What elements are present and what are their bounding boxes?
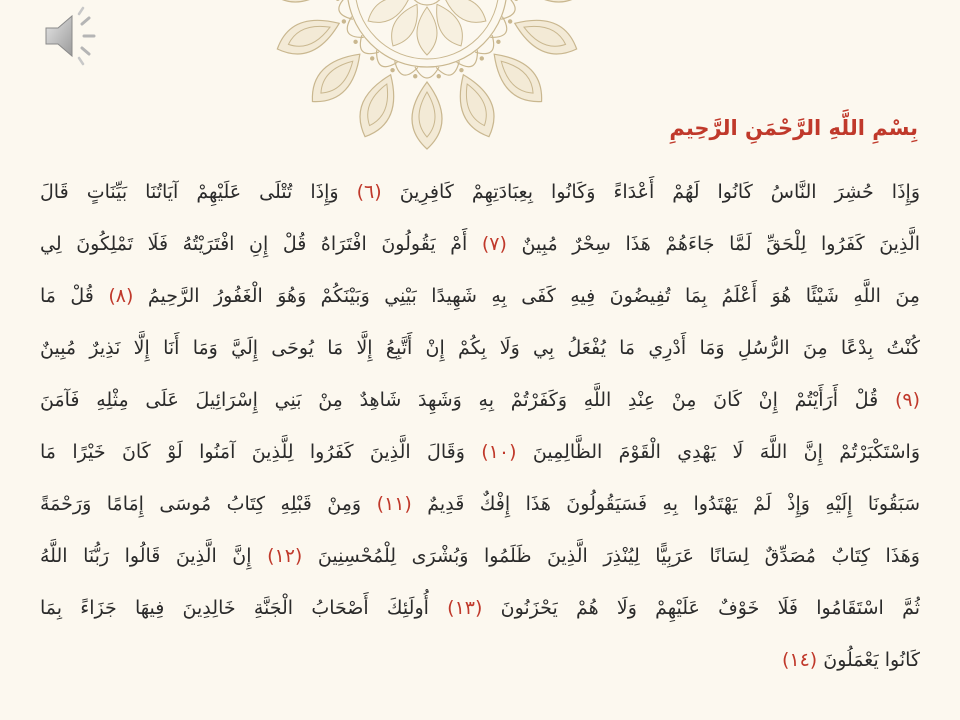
verse-line [40, 374, 920, 426]
verse-line [40, 270, 920, 322]
verse-text: كَانُوا يَعْمَلُونَ [817, 649, 920, 671]
verse-number: (١٠) [481, 441, 517, 463]
verse-line [40, 478, 920, 530]
verse-text: وَاسْتَكْبَرْتُمْ إِنَّ اللَّهَ لَا يَهْدِي الْقَوْمَ الظَّالِمِينَ [516, 441, 920, 463]
speaker-icon[interactable] [38, 4, 110, 68]
verse-number: (١٤) [781, 649, 818, 671]
verse-text: الَّذِينَ كَفَرُوا لِلْحَقِّ لَمَّا جَاءَهُمْ هَذَا سِحْرٌ مُبِينٌ [506, 233, 920, 255]
verse-line [40, 582, 920, 634]
verse-text: وَمِنْ قَبْلِهِ كِتَابُ مُوسَى إِمَامًا وَرَحْمَةً [40, 493, 377, 515]
verse-number: (٩) [894, 389, 920, 411]
verse-text: وَإِذَا تُتْلَى عَلَيْهِمْ آيَاتُنَا بَيِّنَاتٍ قَالَ [40, 181, 357, 203]
verse-text: ثُمَّ اسْتَقَامُوا فَلَا خَوْفٌ عَلَيْهِمْ وَلَا هُمْ يَحْزَنُونَ [482, 597, 920, 619]
verse-number: (١٣) [447, 597, 483, 619]
verse-line [40, 426, 920, 478]
verse-text: أُولَئِكَ أَصْحَابُ الْجَنَّةِ خَالِدِينَ فِيهَا جَزَاءً بِمَا [40, 597, 448, 619]
verse-line [40, 322, 920, 374]
verse-number: (١١) [376, 493, 412, 515]
verse-text: سَبَقُونَا إِلَيْهِ وَإِذْ لَمْ يَهْتَدُوا بِهِ فَسَيَقُولُونَ هَذَا إِفْكٌ قَدِيمٌ [411, 493, 920, 515]
page-title: بِسْمِ اللَّهِ الرَّحْمَنِ الرَّحِيمِ [669, 116, 918, 140]
verse-number: (٨) [108, 285, 134, 307]
verse-number: (٧) [481, 233, 507, 255]
verse-text: مِنَ اللَّهِ شَيْئًا هُوَ أَعْلَمُ بِمَا تُفِيضُونَ فِيهِ كَفَى بِهِ شَهِيدًا بَيْنِي وَبَيْنَكُمْ وَهُوَ الْغَفُورُ الرَّحِيمُ [133, 285, 920, 307]
verse-text-block [40, 166, 920, 686]
verse-number: (٦) [356, 181, 382, 203]
verse-line [40, 634, 920, 686]
verse-text: وَهَذَا كِتَابٌ مُصَدِّقٌ لِسَانًا عَرَبِيًّا لِيُنْذِرَ الَّذِينَ ظَلَمُوا وَبُشْرَى لِلْمُحْسِنِينَ [302, 545, 920, 567]
verse-line [40, 530, 920, 582]
verse-line [40, 218, 920, 270]
verse-text: قُلْ مَا [40, 285, 109, 307]
verse-text: وَإِذَا حُشِرَ النَّاسُ كَانُوا لَهُمْ أَعْدَاءً وَكَانُوا بِعِبَادَتِهِمْ كَافِرِينَ [381, 181, 920, 203]
verse-number: (١٢) [267, 545, 303, 567]
verse-line [40, 166, 920, 218]
verse-text: إِنَّ الَّذِينَ قَالُوا رَبُّنَا اللَّهُ [40, 545, 268, 567]
mandala-ornament [262, 0, 592, 152]
verse-text: كُنْتُ بِدْعًا مِنَ الرُّسُلِ وَمَا أَدْرِي مَا يُفْعَلُ بِي وَلَا بِكُمْ إِنْ أَتَّبِعُ إِلَّا مَا يُوحَى إِلَيَّ وَمَا أَنَا إِلَّا نَذِيرٌ مُبِينٌ [40, 337, 920, 359]
verse-text: أَمْ يَقُولُونَ افْتَرَاهُ قُلْ إِنِ افْتَرَيْتُهُ فَلَا تَمْلِكُونَ لِي [40, 233, 482, 255]
verse-text: وَقَالَ الَّذِينَ كَفَرُوا لِلَّذِينَ آمَنُوا لَوْ كَانَ خَيْرًا مَا [40, 441, 482, 463]
verse-text: قُلْ أَرَأَيْتُمْ إِنْ كَانَ مِنْ عِنْدِ اللَّهِ وَكَفَرْتُمْ بِهِ وَشَهِدَ شَاهِدٌ مِنْ بَنِي إِسْرَائِيلَ عَلَى مِثْلِهِ فَآمَنَ [40, 389, 895, 411]
